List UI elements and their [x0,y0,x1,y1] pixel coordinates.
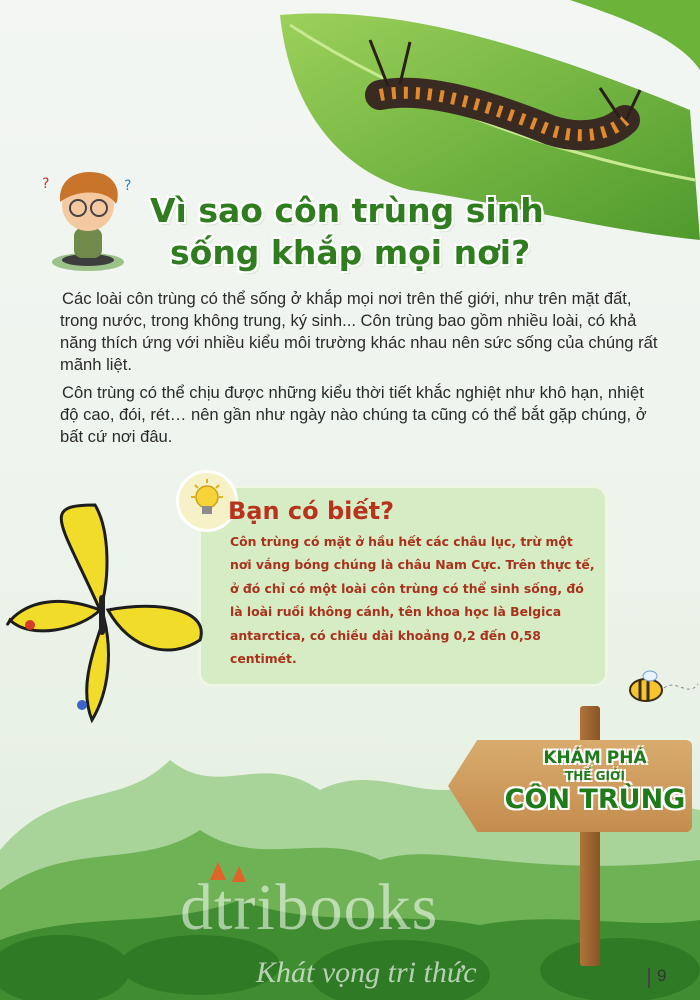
sign-line-1: KHÁM PHÁ [543,748,647,768]
sign-line-3: CÔN TRÙNG [504,784,686,815]
watermark-slogan: Khát vọng tri thức [256,956,477,989]
signpost-text [500,748,690,816]
watermark-logo: dtribooks [180,871,439,944]
svg-text:?: ? [124,178,132,194]
did-you-know-text: Côn trùng có mặt ở hầu hết các châu lục, trừ một nơi vắng bóng chúng là châu Nam Cực. Trên thực tế, ở đó chỉ có một loài côn trùng có thể sinh sống, đó là loài ruồi không cánh, tên khoa học là Belgica antarctica, có chiều dài khoảng 0,2 đến 0,58 centimét. [230,534,595,667]
body-text [60,288,660,454]
title-line-1: Vì sao côn trùng sinh [150,191,544,230]
page-number: 9 [657,966,667,985]
sign-line-2: THẾ GIỚI [565,769,625,783]
body-paragraph-2: Côn trùng có thể chịu được những kiểu thời tiết khắc nghiệt như khô hạn, nhiệt độ cao, đói, rét… nên gần như ngày nào chúng ta cũng có thể bắt gặp chúng, ở bất cứ nơi đâu. [60,383,647,446]
title-line-2: sống khắp mọi nơi? [170,233,531,272]
svg-text:?: ? [42,176,50,192]
bee-icon [626,668,700,708]
body-paragraph-1: Các loài côn trùng có thể sống ở khắp mọi nơi trên thế giới, như trên mặt đất, trong nước, trong không trung, ký sinh... Côn trùng bao gồm nhiều loài, có khả năng thích ứng với nhiều kiểu môi trường khác nhau nên sức sống của chúng rất mãnh liệt. [60,289,658,374]
did-you-know-heading: Bạn có biết? [228,497,395,525]
butterfly-illustration [0,500,210,725]
page-title [150,190,570,274]
page-number-divider [648,968,650,988]
boy-character-illustration [38,160,138,275]
